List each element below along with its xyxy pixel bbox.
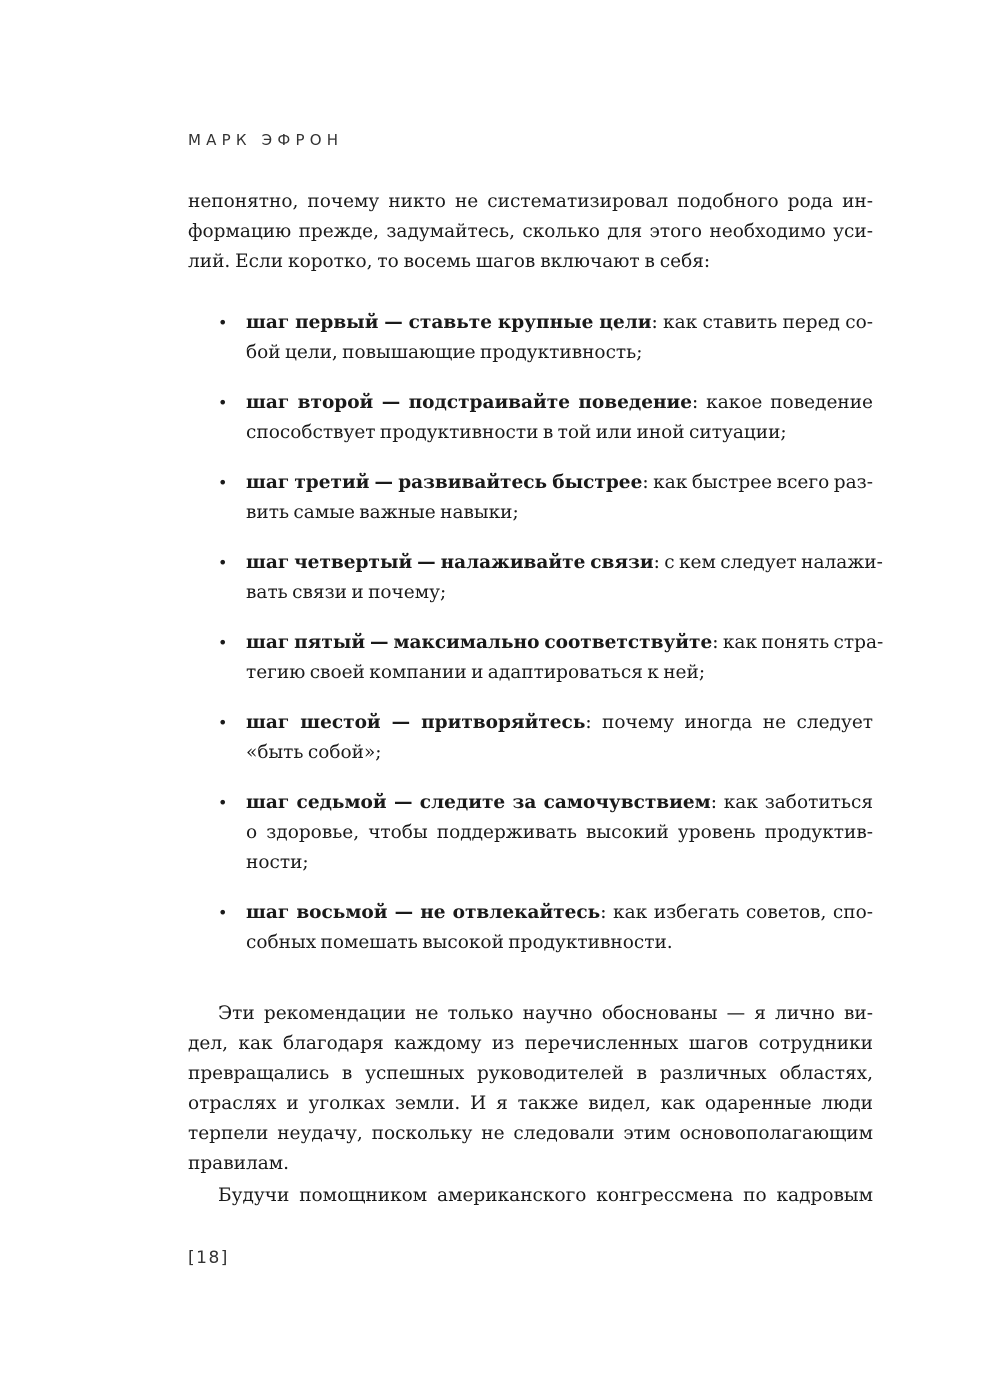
step-item xyxy=(188,388,873,448)
step-description: : как избегать советов, спо- xyxy=(600,902,873,923)
step-description: тегию своей компании и адаптироваться к ней; xyxy=(246,662,706,683)
bullet-icon: • xyxy=(218,553,228,572)
bullet-icon: • xyxy=(218,313,228,332)
step-description: : как ставить перед со- xyxy=(651,312,873,333)
step-description: : как быстрее всего раз- xyxy=(642,472,873,493)
step-item xyxy=(188,468,873,528)
text-line: Будучи помощником американского конгрессмена по кадровым xyxy=(218,1185,873,1206)
step-title: шаг первый — ставьте крупные цели xyxy=(246,312,652,333)
text-line: формацию прежде, задумайтесь, сколько для этого необходимо уси- xyxy=(188,221,873,242)
bullet-icon: • xyxy=(218,713,228,732)
step-title: шаг пятый — максимально соответствуйте xyxy=(246,632,713,653)
bullet-icon: • xyxy=(218,903,228,922)
step-item xyxy=(188,898,873,958)
step-title: шаг второй — подстраивайте поведение xyxy=(246,392,693,413)
step-description: ности; xyxy=(246,852,309,873)
step-description: : с кем следует налажи- xyxy=(653,552,883,573)
step-description: : какое поведение xyxy=(692,392,874,413)
step-description: о здоровье, чтобы поддерживать высокий уровень продуктив- xyxy=(246,822,873,843)
step-item xyxy=(188,708,873,768)
step-description: вить самые важные навыки; xyxy=(246,502,519,523)
step-description: вать связи и почему; xyxy=(246,582,447,603)
intro-paragraph xyxy=(188,187,873,277)
step-title: шаг четвертый — налаживайте связи xyxy=(246,552,654,573)
text-line: Эти рекомендации не только научно обоснованы — я лично ви- xyxy=(218,1003,873,1024)
text-line: превращались в успешных руководителей в различных областях, xyxy=(188,1063,873,1084)
text-line: правилам. xyxy=(188,1153,290,1174)
step-title: шаг восьмой — не отвлекайтесь xyxy=(246,902,601,923)
step-item xyxy=(188,308,873,368)
bullet-icon: • xyxy=(218,633,228,652)
text-line: отраслях и уголках земли. И я также видел, как одаренные люди xyxy=(188,1093,873,1114)
step-description: : как понять стра- xyxy=(712,632,884,653)
step-title: шаг третий — развивайтесь быстрее xyxy=(246,472,643,493)
page-number: [18] xyxy=(188,1248,229,1268)
body-paragraph xyxy=(188,999,873,1179)
step-title: шаг седьмой — следите за самочувствием xyxy=(246,792,711,813)
step-description: способствует продуктивности в той или иной ситуации; xyxy=(246,422,787,443)
step-description: собных помешать высокой продуктивности. xyxy=(246,932,673,953)
text-line: лий. Если коротко, то восемь шагов включают в себя: xyxy=(188,251,711,272)
steps-list xyxy=(188,308,884,978)
body-paragraph xyxy=(188,1181,873,1211)
bullet-icon: • xyxy=(218,473,228,492)
step-description: «быть собой»; xyxy=(246,742,382,763)
text-line: непонятно, почему никто не систематизировал подобного рода ин- xyxy=(188,191,873,212)
text-line: дел, как благодаря каждому из перечисленных шагов сотрудники xyxy=(188,1033,873,1054)
step-item xyxy=(188,628,884,688)
step-description: бой цели, повышающие продуктивность; xyxy=(246,342,643,363)
bullet-icon: • xyxy=(218,393,228,412)
running-head: МАРК ЭФРОН xyxy=(188,131,344,149)
step-item xyxy=(188,788,873,878)
step-title: шаг шестой — притворяйтесь xyxy=(246,712,586,733)
bullet-icon: • xyxy=(218,793,228,812)
text-line: терпели неудачу, поскольку не следовали этим основополагающим xyxy=(188,1123,873,1144)
step-description: : как заботиться xyxy=(710,792,873,813)
step-item xyxy=(188,548,883,608)
step-description: : почему иногда не следует xyxy=(585,712,874,733)
